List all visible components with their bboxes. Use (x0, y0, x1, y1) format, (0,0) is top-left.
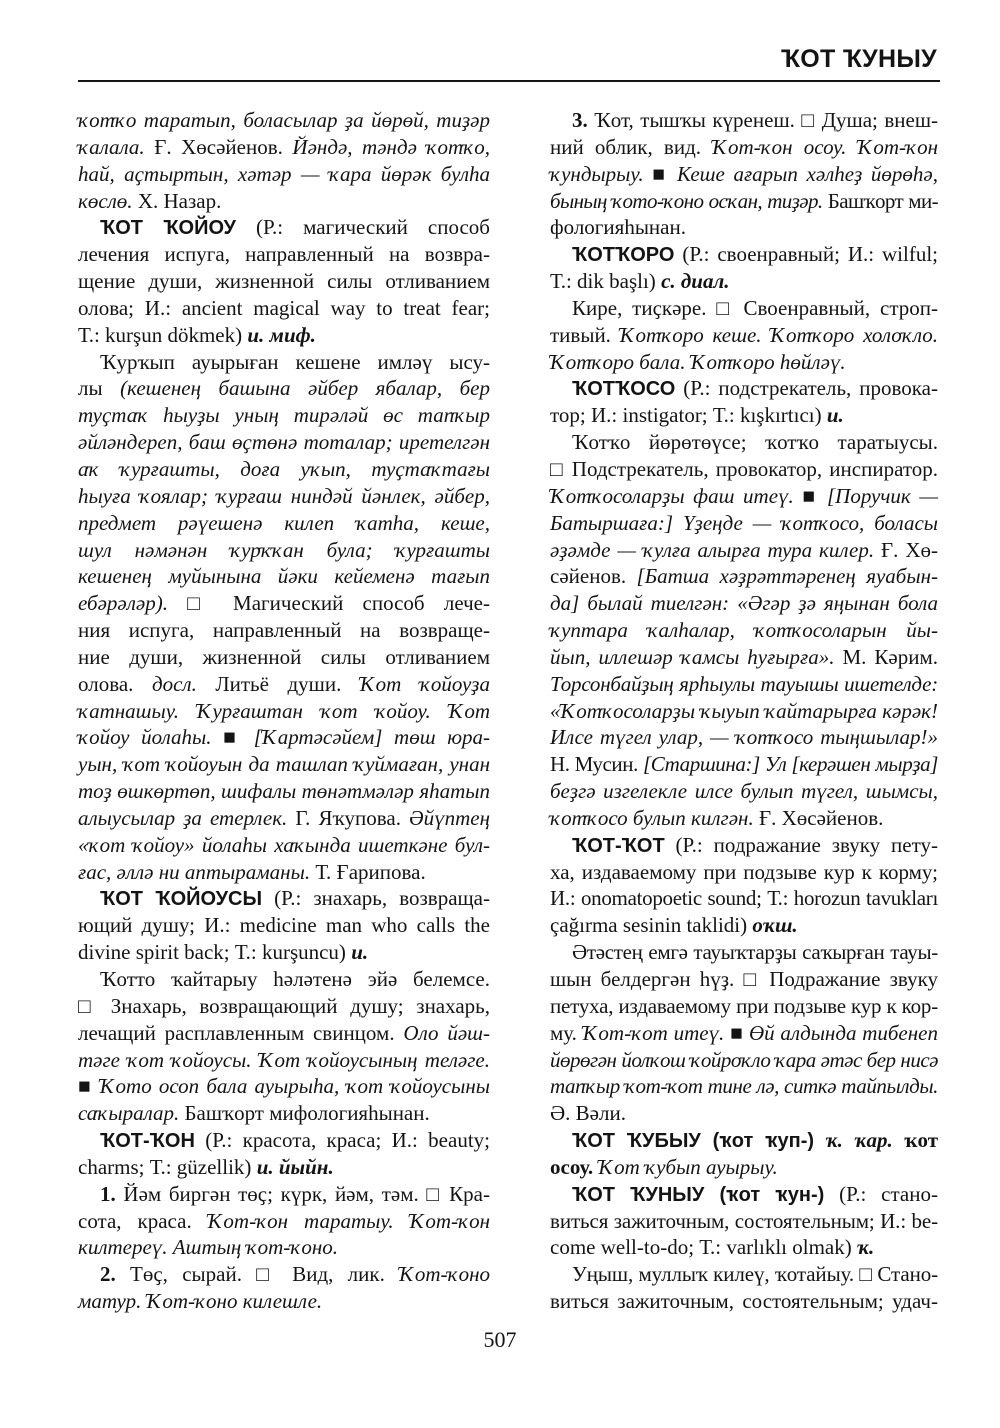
example-text: ҡалала. (78, 134, 145, 159)
example-text: беҙгә изгелекле илсе булып түгел, шымсы, (550, 779, 938, 804)
text-run: ний облик, вид. (550, 134, 713, 159)
text-line (78, 993, 490, 1020)
example-text: Ҡот ҡойоуҙа (359, 671, 490, 696)
headword: ҠОТ-ҠОН (100, 1130, 195, 1153)
text-run: Ә. Вәли. (550, 1101, 626, 1126)
text-run: Ҡот, тышҡы күренеш. □ Душа; внеш- (587, 108, 938, 132)
example-text: матур. Ҡот-ҡоно килешле. (78, 1289, 323, 1314)
text-line (78, 1047, 490, 1074)
text-run: ■ (724, 1020, 749, 1045)
example-text: да] былай тиелгән: «Әгәр ҙә яңынан бола (550, 591, 938, 616)
text-run: Ҡурҡып ауырыған кешене имләү ысу- (100, 349, 490, 374)
text-run: □ Знахарь, возвращающий душу; знахарь, (78, 993, 490, 1018)
text-line (550, 1208, 938, 1235)
text-line (550, 241, 938, 268)
headword: ҠОТ ҠУБЫУ (ҡот ҡуп-) (572, 1130, 815, 1153)
text-line (550, 188, 938, 215)
text-run: тор; И.: instigator; Т.: kışkırtıcı) (550, 403, 827, 428)
text-run: □ Подстрекатель, провокатор, инспиратор. (550, 456, 938, 481)
text-line (78, 1288, 490, 1315)
example-text: уын, ҡот ҡойоуын да ташлап ҡуймаған, унан (78, 752, 490, 777)
text-line (550, 751, 938, 778)
text-line (78, 698, 490, 725)
text-line (550, 698, 938, 725)
text-run: Т.: dik başlı) (550, 269, 662, 294)
example-text: килтереү. Аштың ҡот-ҡоно. (78, 1235, 338, 1260)
text-line (550, 1127, 938, 1154)
text-line (78, 349, 490, 376)
text-line (550, 805, 938, 832)
text-line (550, 617, 938, 644)
text-line (550, 510, 938, 537)
example-text: йөрөгән йолҡош ҡойроҡло ҡара әтәс бер нисә (550, 1047, 938, 1072)
example-text: [Старшина:] Ул [керәшен мырҙа] (642, 752, 938, 777)
right-column (550, 107, 938, 1315)
text-run: ■ (643, 161, 677, 186)
grammar-label: ҡ. ҡар. (825, 1128, 893, 1153)
text-run: виться зажиточным, состоятельным; удач- (550, 1289, 938, 1314)
text-run: Т.: kurşun dökmek) (78, 322, 248, 347)
text-line (78, 885, 490, 912)
text-line (78, 1261, 490, 1288)
text-line (78, 1100, 490, 1127)
example-text: [Поручик — (827, 483, 938, 508)
text-line (550, 214, 938, 241)
text-run: çağırma sesinin taklidi) (550, 913, 753, 938)
example-text: Илсе түгел улар, — ҡотҡосо тыңшылар!» (550, 725, 938, 750)
text-run: ющий душу; И.: medicine man who calls the (78, 913, 490, 938)
text-line (78, 402, 490, 429)
text-line (550, 295, 938, 322)
text-line (550, 1047, 938, 1074)
headword: ҠОТ-ҠОТ (572, 834, 665, 857)
text-line (550, 134, 938, 161)
text-run: му. (550, 1020, 583, 1045)
text-line (78, 859, 490, 886)
entry-paragraph (550, 107, 938, 241)
text-run: Н. Мусин. (550, 752, 643, 777)
text-run: Г. Яҡупова. (287, 805, 410, 830)
text-line (78, 1073, 490, 1100)
text-run: (Р.: знахарь, возвраща- (262, 886, 490, 911)
grammar-label: ҡ. (856, 1235, 875, 1260)
entry-paragraph (78, 1127, 490, 1181)
grammar-label: и. (351, 940, 369, 965)
text-run: divine spirit back; Т.: kurşuncu) (78, 940, 352, 965)
example-text: аҡ ҡурғашты, доға уҡып, туҫтаҡтағы (78, 456, 490, 481)
text-run: сота, краса. (78, 1208, 208, 1233)
text-line (550, 349, 938, 376)
example-text: «ҡот ҡойоу» йолаһы хаҡында ишеткәне бул- (78, 832, 490, 857)
left-column (78, 107, 490, 1315)
example-text: Торсонбайҙың ярһыулы тауышы ишетелде: (550, 671, 938, 696)
text-run: Ғ. Хөсәйенов. (144, 134, 293, 159)
text-run: Йәм биргән төҫ; күрк, йәм, тәм. □ Кра- (115, 1181, 490, 1206)
text-line (78, 832, 490, 859)
example-text: Өй алдында тибенеп (749, 1020, 938, 1045)
example-text: ҡойоу йолаһы. (78, 725, 212, 750)
example-text: Ҡото осоп бала ауырыһа, ҡот ҡойоусыны (99, 1074, 490, 1099)
text-run (814, 1128, 826, 1152)
text-line (78, 1208, 490, 1235)
text-line (78, 214, 490, 241)
entry-paragraph (78, 1261, 490, 1315)
example-text: ҡотҡо таратып, боласылар ҙа йөрөй, тиҙәр (78, 108, 490, 132)
text-line (550, 778, 938, 805)
text-run: ние души, жизненной силы отливанием (78, 644, 490, 669)
text-line (550, 322, 938, 349)
running-head: ҠОТ ҠУНЫУ (780, 45, 937, 73)
text-run: виться зажиточным, состоятельным; И.: be- (550, 1208, 938, 1233)
text-line (550, 375, 938, 402)
example-text: Ҡот-ҡоно (399, 1262, 490, 1287)
example-text: ҡатнашыу. Ҡурғаштан ҡот ҡойоу. Ҡот (78, 698, 490, 723)
text-run: олова. (78, 671, 152, 696)
example-text: йып, иллешәр ҡамсы һуғырға». (550, 644, 835, 669)
text-run (893, 1128, 905, 1152)
entry-paragraph (550, 1261, 938, 1315)
text-line (78, 590, 490, 617)
text-run: Башҡорт ми- (822, 188, 938, 213)
example-text: Ҡот-ҡот итеү. (582, 1020, 725, 1045)
example-text: [Батша хәҙрәттәренең яуабын- (636, 564, 939, 589)
example-text: туҫтаҡ һыуҙы уның тирәләй өс тапҡыр (78, 403, 490, 428)
text-line (550, 268, 938, 295)
example-text: тәге ҡот ҡойоусы. Ҡот ҡойоусының теләге. (78, 1047, 490, 1072)
text-line (550, 1020, 938, 1047)
example-text: [Ҡартәсәйем] төш юра- (253, 725, 491, 750)
example-text: һай, аҫтыртын, хәтәр — ҡара йөрәк булһа (78, 161, 490, 186)
text-line (550, 1100, 938, 1127)
entry-paragraph (550, 1181, 938, 1262)
text-run: Уңыш, муллыҡ килеү, ҡотайыу. □ Стано- (572, 1262, 938, 1287)
text-line (78, 912, 490, 939)
headword: ҠОТҠОРО (572, 244, 675, 267)
text-line (78, 1154, 490, 1181)
text-line (550, 1154, 938, 1181)
text-line (78, 537, 490, 564)
example-text: (кешенең башына әйбер ябалар, бер (120, 376, 490, 401)
header-rule (78, 80, 940, 82)
text-run: (Р.: подражание звуку пету- (664, 832, 938, 857)
example-text: Ҡот ҡубып ауырыу. (598, 1154, 778, 1179)
sense-number: 1. (100, 1181, 116, 1206)
text-line (550, 1261, 938, 1288)
entry-paragraph (550, 1127, 938, 1181)
text-line (550, 456, 938, 483)
example-text: «Ҡотҡосоларҙы ҡыуып ҡайтарырға кәрәк! (550, 698, 938, 723)
text-run: ■ (211, 725, 254, 750)
text-line (550, 939, 938, 966)
text-line (550, 161, 938, 188)
entry-paragraph (550, 241, 938, 295)
entry-paragraph (78, 885, 490, 966)
text-run: □ Магический способ лече- (167, 591, 490, 616)
example-text: Оло йәш- (403, 1020, 490, 1045)
example-text: тапҡыр ҡот-ҡот тине лә, ситкә тайпылды. (550, 1074, 938, 1099)
text-line (78, 751, 490, 778)
example-text: Батыршаға:] Үҙеңде — ҡотҡосо, боласы (550, 510, 938, 535)
entry-paragraph (550, 939, 938, 1127)
text-line (550, 107, 938, 134)
text-run: Кире, тиҫкәре. □ Своенравный, строп- (572, 295, 938, 320)
text-line (550, 402, 938, 429)
text-run: Литьё души. (196, 671, 360, 696)
text-run: Әтәстең емгә тауыҡтарҙы саҡырған тауы- (572, 940, 938, 965)
example-text: шул нәмәнән ҡурҡҡан була; ҡурғашты (78, 537, 490, 562)
example-text: бының ҡото-ҡоно осҡан, тиҙәр. (550, 188, 823, 213)
text-line (550, 966, 938, 993)
example-text: ҡундырыу. (550, 161, 644, 186)
text-line (78, 617, 490, 644)
text-line (550, 1288, 938, 1315)
text-run: фологияһынан. (550, 215, 686, 240)
example-text: Ҡот-ҡон таратыу. Ҡот-ҡон (207, 1208, 490, 1233)
example-text: предмет рәүешенә килеп ҡатһа, кеше, (78, 510, 490, 535)
grammar-label: оҡш. (752, 913, 798, 938)
text-run: charms; Т.: güzellik) (78, 1154, 257, 1179)
text-line (78, 510, 490, 537)
example-text: һыуға ҡоялар; ҡурғаш ниндәй йәнлек, әйбер, (78, 483, 490, 508)
grammar-label: с. диал. (661, 269, 730, 294)
text-line (78, 778, 490, 805)
headword: ҠОТҠОСО (572, 378, 676, 401)
entry-paragraph (78, 214, 490, 348)
text-run: щение души, жизненной силы отливанием (78, 269, 490, 294)
text-run: (Р.: магический способ (235, 215, 490, 240)
text-line (550, 563, 938, 590)
text-line (550, 1181, 938, 1208)
text-run: Төҫ, сырай. □ Вид, лик. (115, 1262, 400, 1287)
text-line (550, 993, 938, 1020)
text-line (78, 1020, 490, 1047)
cross-reference: осоу. (550, 1154, 594, 1179)
example-text: әйләндереп, баш өҫтөнә тоталар; иретелгән (78, 430, 490, 455)
example-text: ғас, әллә ни аптыраманы. (78, 859, 311, 884)
example-text: ҡуптара ҡалһалар, ҡотҡосоларын йы- (550, 618, 938, 643)
text-line (550, 671, 938, 698)
text-run: ния испуга, направленный на возвраще- (78, 618, 490, 643)
entry-paragraph (550, 429, 938, 832)
entry-paragraph (550, 295, 938, 376)
grammar-label: и. йыйн. (256, 1154, 334, 1179)
example-text: ҡотҡосо булып килгән. (550, 805, 754, 830)
text-line (78, 322, 490, 349)
text-line (78, 107, 490, 134)
text-run: (Р.: своенравный; И.: wilful; (674, 242, 938, 267)
text-line (78, 671, 490, 698)
text-line (78, 188, 490, 215)
text-line (550, 1073, 938, 1100)
text-line (78, 241, 490, 268)
entry-paragraph (78, 107, 490, 214)
text-run: М. Кәрим. (834, 644, 938, 669)
headword: ҠОТ ҠУНЫУ (ҡот ҡун-) (572, 1183, 825, 1206)
example-text: Ҡотҡоро бала. Ҡотҡоро һөйләү. (550, 349, 846, 374)
text-run: ■ (78, 1074, 100, 1099)
text-line (550, 537, 938, 564)
text-line (78, 456, 490, 483)
text-run: (Р.: подстрекатель, провока- (675, 376, 938, 401)
text-run: шын белдергән һүҙ. □ Подражание звуку (550, 967, 938, 991)
text-line (78, 563, 490, 590)
example-text: Әйүптең (409, 805, 491, 830)
example-text: Ҡот-ҡон осоу. Ҡот-ҡон (712, 134, 938, 159)
text-line (78, 644, 490, 671)
text-line (78, 1234, 490, 1261)
text-run: Ғ. Хө- (874, 537, 938, 562)
text-line (550, 859, 938, 886)
text-line (550, 885, 938, 912)
text-run: ■ (793, 483, 827, 508)
text-run: олова; И.: ancient magical way to treat fear; (78, 295, 490, 320)
sense-number: 3. (572, 108, 588, 132)
text-line (78, 134, 490, 161)
example-text: Кеше ағарып хәлһеҙ йөрөһә, (676, 161, 939, 186)
text-line (78, 724, 490, 751)
text-line (550, 1234, 938, 1261)
text-line (78, 375, 490, 402)
text-run: лы (78, 376, 121, 401)
text-run: сәйенов. (550, 564, 637, 589)
text-line (550, 429, 938, 456)
text-run: Башҡорт мифологияһынан. (179, 1101, 430, 1126)
example-text: саҡыралар. (78, 1101, 180, 1126)
text-run: ха, издаваемому при подзыве кур к корму; (550, 859, 938, 884)
text-run: Т. Ғарипова. (310, 859, 426, 884)
text-line (78, 268, 490, 295)
example-text: досл. (151, 671, 197, 696)
text-run: come well-to-do; Т.: varlıklı olmak) (550, 1235, 857, 1260)
example-text: көслө. (78, 188, 133, 213)
example-text: ебәрәләр). (78, 591, 168, 616)
headword: ҠОТ ҠОЙОУ (100, 217, 236, 240)
text-line (550, 644, 938, 671)
text-line (550, 590, 938, 617)
text-line (78, 966, 490, 993)
sense-number: 2. (100, 1262, 116, 1287)
text-line (78, 161, 490, 188)
page-number: 507 (483, 1327, 517, 1352)
example-text: тоҙ өшкөртөп, шифалы төнәтмәләр яһатып (78, 779, 490, 804)
entry-paragraph (78, 349, 490, 886)
text-run: И.: onomatopoetic sound; Т.: horozun tavukları (550, 886, 938, 911)
text-run: Ҡотто ҡайтарыу һәләтенә эйә белемсе. (100, 967, 490, 991)
text-line (78, 295, 490, 322)
text-line (78, 483, 490, 510)
example-text: Ҡотҡоро кеше. Ҡотҡоро холоҡло. (619, 322, 938, 347)
text-run: лечащий расплавленным свинцом. (78, 1020, 404, 1045)
text-line (78, 805, 490, 832)
text-run: (Р.: красота, краса; И.: beauty; (194, 1128, 490, 1153)
text-line (550, 483, 938, 510)
text-run: (Р.: стано- (824, 1181, 938, 1206)
example-text: кешенең муйынына йәки кейеменә тағып (78, 564, 490, 589)
entry-paragraph (78, 1181, 490, 1262)
text-line (550, 724, 938, 751)
example-text: алыусылар ҙа етерлек. (78, 805, 288, 830)
cross-reference: ҡот (904, 1128, 939, 1153)
text-line (550, 832, 938, 859)
example-text: Ҡотҡосоларҙы фаш итеү. (550, 483, 794, 508)
example-text: Йәндә, тәндә ҡотҡо, (292, 134, 490, 159)
text-line (78, 429, 490, 456)
text-run: тивый. (550, 322, 620, 347)
text-line (78, 1181, 490, 1208)
entry-paragraph (550, 375, 938, 429)
entry-paragraph (550, 832, 938, 939)
text-run: Ҡотҡо йөрөтөүсе; ҡотҡо таратыусы. (572, 430, 938, 455)
text-run: лечения испуга, направленный на возвра- (78, 242, 490, 267)
text-line (78, 939, 490, 966)
text-run: петуха, издаваемому при подзыве кур к кор- (550, 993, 938, 1018)
text-line (550, 912, 938, 939)
entry-paragraph (78, 966, 490, 1127)
headword: ҠОТ ҠОЙОУСЫ (100, 888, 263, 911)
text-run: Х. Назар. (132, 188, 222, 213)
text-run: Ғ. Хөсәйенов. (753, 805, 884, 830)
example-text: әҙәмде — ҡулға алырға тура килер. (550, 537, 875, 562)
grammar-label: и. миф. (247, 322, 316, 347)
text-line (78, 1127, 490, 1154)
grammar-label: и. (826, 403, 844, 428)
